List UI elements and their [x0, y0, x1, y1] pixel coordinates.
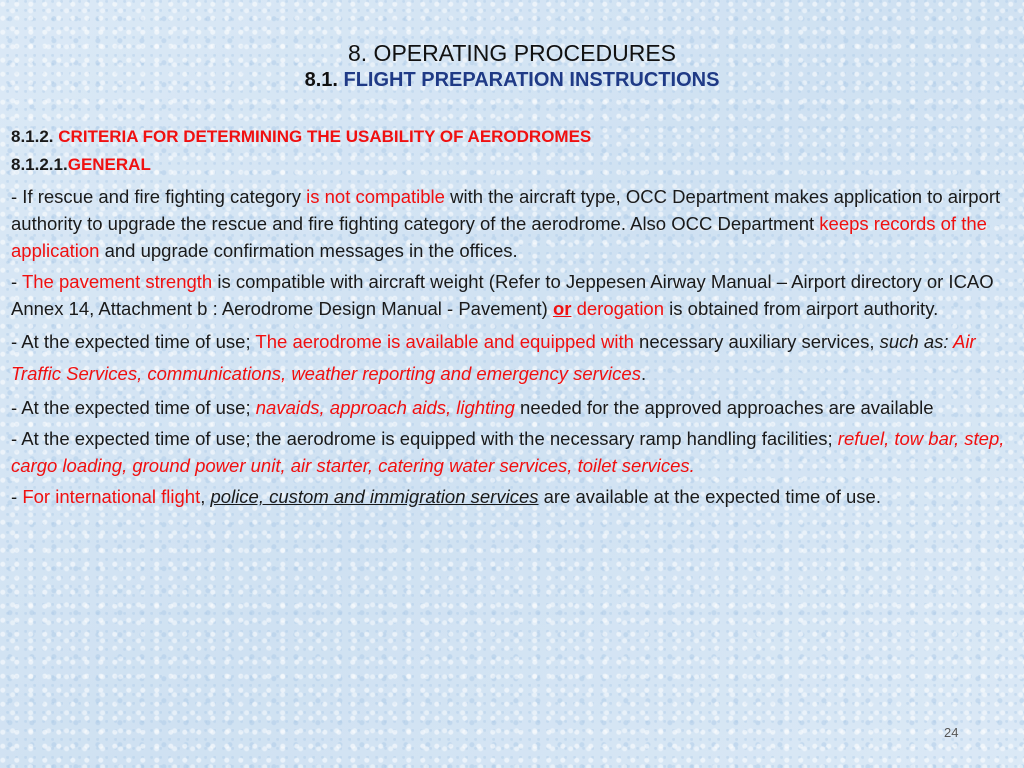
subsection-number: 8.1.2.1. — [11, 155, 68, 174]
p3-highlight-available: The aerodrome is available and equipped with — [255, 331, 634, 352]
paragraph-navaids — [11, 394, 1015, 421]
p2-highlight-or: or — [552, 298, 572, 319]
section-number: 8.1.2. — [11, 127, 54, 146]
page-number: 24 — [944, 725, 959, 740]
paragraph-pavement — [11, 268, 1015, 322]
p3-text-f: . — [640, 363, 647, 384]
p1-text-c: with the aircraft type, OCC Department makes application to airport authority to upgrade the rescue and fire fighting category of the aerodrome. Also OCC Department — [11, 186, 1001, 234]
paragraph-rescue-fire — [11, 183, 1015, 264]
p2-text-f: is obtained from airport authority. — [664, 298, 939, 319]
slide-subtitle — [0, 67, 1024, 93]
subsection-title: GENERAL — [67, 155, 151, 174]
section-heading — [11, 123, 1015, 151]
paragraph-international — [11, 483, 1015, 510]
p3-highlight-services: Air Traffic Services, communications, weather reporting and emergency services — [11, 331, 976, 384]
p6-text-c: , — [200, 486, 211, 507]
paragraph-ramp-handling — [11, 425, 1015, 479]
p4-text-c: needed for the approved approaches are available — [514, 397, 934, 418]
p3-such-as: such as: — [879, 331, 949, 352]
p1-text-a: - If rescue and fire fighting category — [11, 186, 307, 207]
paragraph-auxiliary-services — [11, 326, 1015, 390]
p1-highlight-keeps-records: keeps records of the application — [11, 213, 987, 261]
p3-text-c: necessary auxiliary services, — [633, 331, 880, 352]
p5-text-a: - At the expected time of use; the aerodrome is equipped with the necessary ramp handling facilities; — [11, 428, 838, 449]
p1-text-e: and upgrade confirmation messages in the offices. — [99, 240, 518, 261]
p1-highlight-not-compatible: is not compatible — [306, 186, 445, 207]
p4-text-a: - At the expected time of use; — [11, 397, 256, 418]
p5-highlight-facilities: refuel, tow bar, step, cargo loading, ground power unit, air starter, catering water services, toilet services. — [11, 428, 1005, 476]
p6-text-a: - — [11, 486, 23, 507]
p2-highlight-pavement: The pavement strength — [21, 271, 213, 292]
subtitle-text: FLIGHT PREPARATION INSTRUCTIONS — [343, 69, 720, 91]
slide-title: 8. OPERATING PROCEDURES — [347, 40, 677, 66]
section-title: CRITERIA FOR DETERMINING THE USABILITY OF AERODROMES — [58, 127, 592, 146]
subtitle-number: 8.1. — [304, 69, 338, 91]
p6-text-e: are available at the expected time of use. — [538, 486, 881, 507]
p6-highlight-international: For international flight — [22, 486, 201, 507]
p2-highlight-derogation: derogation — [576, 298, 665, 319]
slide-header — [0, 40, 1024, 93]
p4-highlight-navaids: navaids, approach aids, lighting — [255, 397, 515, 418]
p2-text-a: - — [11, 271, 22, 292]
p2-text-c: is compatible with aircraft weight (Refer to Jeppesen Airway Manual – Airport directory or ICAO Annex 14, Attachment b : Aerodrome Design Manual - Pavement) — [11, 271, 994, 319]
p6-highlight-police: police, custom and immigration services — [210, 486, 539, 507]
slide-body — [11, 123, 1015, 510]
subsection-heading — [11, 151, 1015, 179]
p3-text-a: - At the expected time of use; — [11, 331, 256, 352]
